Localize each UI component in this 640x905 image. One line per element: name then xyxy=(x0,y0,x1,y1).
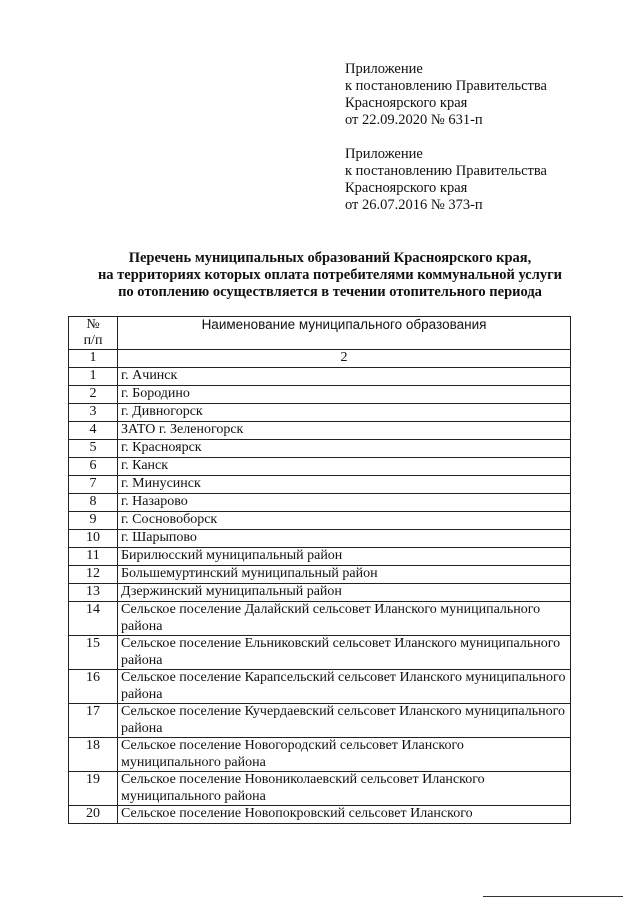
table-row xyxy=(69,476,571,494)
table-row xyxy=(69,494,571,512)
row-number: 5 xyxy=(69,440,118,458)
row-name: г. Назарово xyxy=(118,494,571,512)
table-row xyxy=(69,670,571,704)
header-number xyxy=(69,317,118,350)
table-header xyxy=(69,317,571,350)
row-name: Сельское поселение Новогородский сельсовет Иланского муниципального района xyxy=(118,738,571,772)
row-number: 9 xyxy=(69,512,118,530)
row-number: 20 xyxy=(69,806,118,824)
row-number: 10 xyxy=(69,530,118,548)
row-name: Сельское поселение Кучердаевский сельсовет Иланского муниципального района xyxy=(118,704,571,738)
title-line: на территориях которых оплата потребителями коммунальной услуги xyxy=(97,267,563,283)
row-number: 7 xyxy=(69,476,118,494)
header-number-abbr: п/п xyxy=(83,333,103,348)
row-name: г. Красноярск xyxy=(118,440,571,458)
table-row xyxy=(69,422,571,440)
appendix-decree-date: от 22.09.2020 № 631-п xyxy=(345,112,483,128)
row-number: 11 xyxy=(69,548,118,566)
table-row xyxy=(69,440,571,458)
row-name: г. Бородино xyxy=(118,386,571,404)
row-number: 8 xyxy=(69,494,118,512)
row-name: г. Минусинск xyxy=(118,476,571,494)
appendix-label: Приложение xyxy=(345,61,423,77)
column-numbers-row xyxy=(69,350,571,368)
appendix-decree-date: от 26.07.2016 № 373-п xyxy=(345,197,483,213)
table-row xyxy=(69,512,571,530)
table-row xyxy=(69,602,571,636)
row-name: Сельское поселение Карапсельский сельсовет Иланского муниципального района xyxy=(118,670,571,704)
row-name: г. Сосновоборск xyxy=(118,512,571,530)
appendix-current-decree xyxy=(345,61,615,129)
row-name: Бирилюсский муниципальный район xyxy=(118,548,571,566)
title-line: по отоплению осуществляется в течении отопительного периода xyxy=(118,284,542,300)
row-name: г. Дивногорск xyxy=(118,404,571,422)
row-name: Дзержинский муниципальный район xyxy=(118,584,571,602)
municipalities-table xyxy=(68,316,571,824)
row-name: Сельское поселение Новониколаевский сельсовет Иланского муниципального района xyxy=(118,772,571,806)
table-row xyxy=(69,458,571,476)
row-name: Сельское поселение Новопокровский сельсовет Иланского xyxy=(118,806,571,824)
table-row xyxy=(69,584,571,602)
document-title xyxy=(40,250,620,301)
row-number: 12 xyxy=(69,566,118,584)
table-row xyxy=(69,704,571,738)
table-row xyxy=(69,548,571,566)
column-number: 1 xyxy=(69,350,118,368)
row-name: Сельское поселение Ельниковский сельсовет Иланского муниципального района xyxy=(118,636,571,670)
footer-divider xyxy=(483,896,623,897)
row-number: 19 xyxy=(69,772,118,806)
row-name: г. Ачинск xyxy=(118,368,571,386)
row-number: 2 xyxy=(69,386,118,404)
row-name: г. Шарыпово xyxy=(118,530,571,548)
table-row xyxy=(69,806,571,824)
row-name: г. Канск xyxy=(118,458,571,476)
appendix-original-decree xyxy=(345,146,615,214)
appendix-label: Приложение xyxy=(345,146,423,162)
row-number: 18 xyxy=(69,738,118,772)
row-number: 14 xyxy=(69,602,118,636)
row-name: Большемуртинский муниципальный район xyxy=(118,566,571,584)
row-number: 16 xyxy=(69,670,118,704)
table-row xyxy=(69,404,571,422)
table-row xyxy=(69,386,571,404)
table-row xyxy=(69,530,571,548)
header-number-symbol: № xyxy=(86,317,100,332)
appendix-region: Красноярского края xyxy=(345,180,468,196)
table-row xyxy=(69,636,571,670)
row-number: 4 xyxy=(69,422,118,440)
row-number: 6 xyxy=(69,458,118,476)
row-number: 17 xyxy=(69,704,118,738)
table-row xyxy=(69,738,571,772)
table-row xyxy=(69,566,571,584)
row-name: ЗАТО г. Зеленогорск xyxy=(118,422,571,440)
table-row xyxy=(69,772,571,806)
appendix-decree-ref: к постановлению Правительства xyxy=(345,163,547,179)
row-number: 1 xyxy=(69,368,118,386)
column-number: 2 xyxy=(118,350,571,368)
row-name: Сельское поселение Далайский сельсовет Иланского муниципального района xyxy=(118,602,571,636)
row-number: 3 xyxy=(69,404,118,422)
title-line: Перечень муниципальных образований Красноярского края, xyxy=(128,250,532,266)
header-name: Наименование муниципального образования xyxy=(118,317,571,350)
row-number: 13 xyxy=(69,584,118,602)
appendix-region: Красноярского края xyxy=(345,95,468,111)
row-number: 15 xyxy=(69,636,118,670)
appendix-decree-ref: к постановлению Правительства xyxy=(345,78,547,94)
table-row xyxy=(69,368,571,386)
